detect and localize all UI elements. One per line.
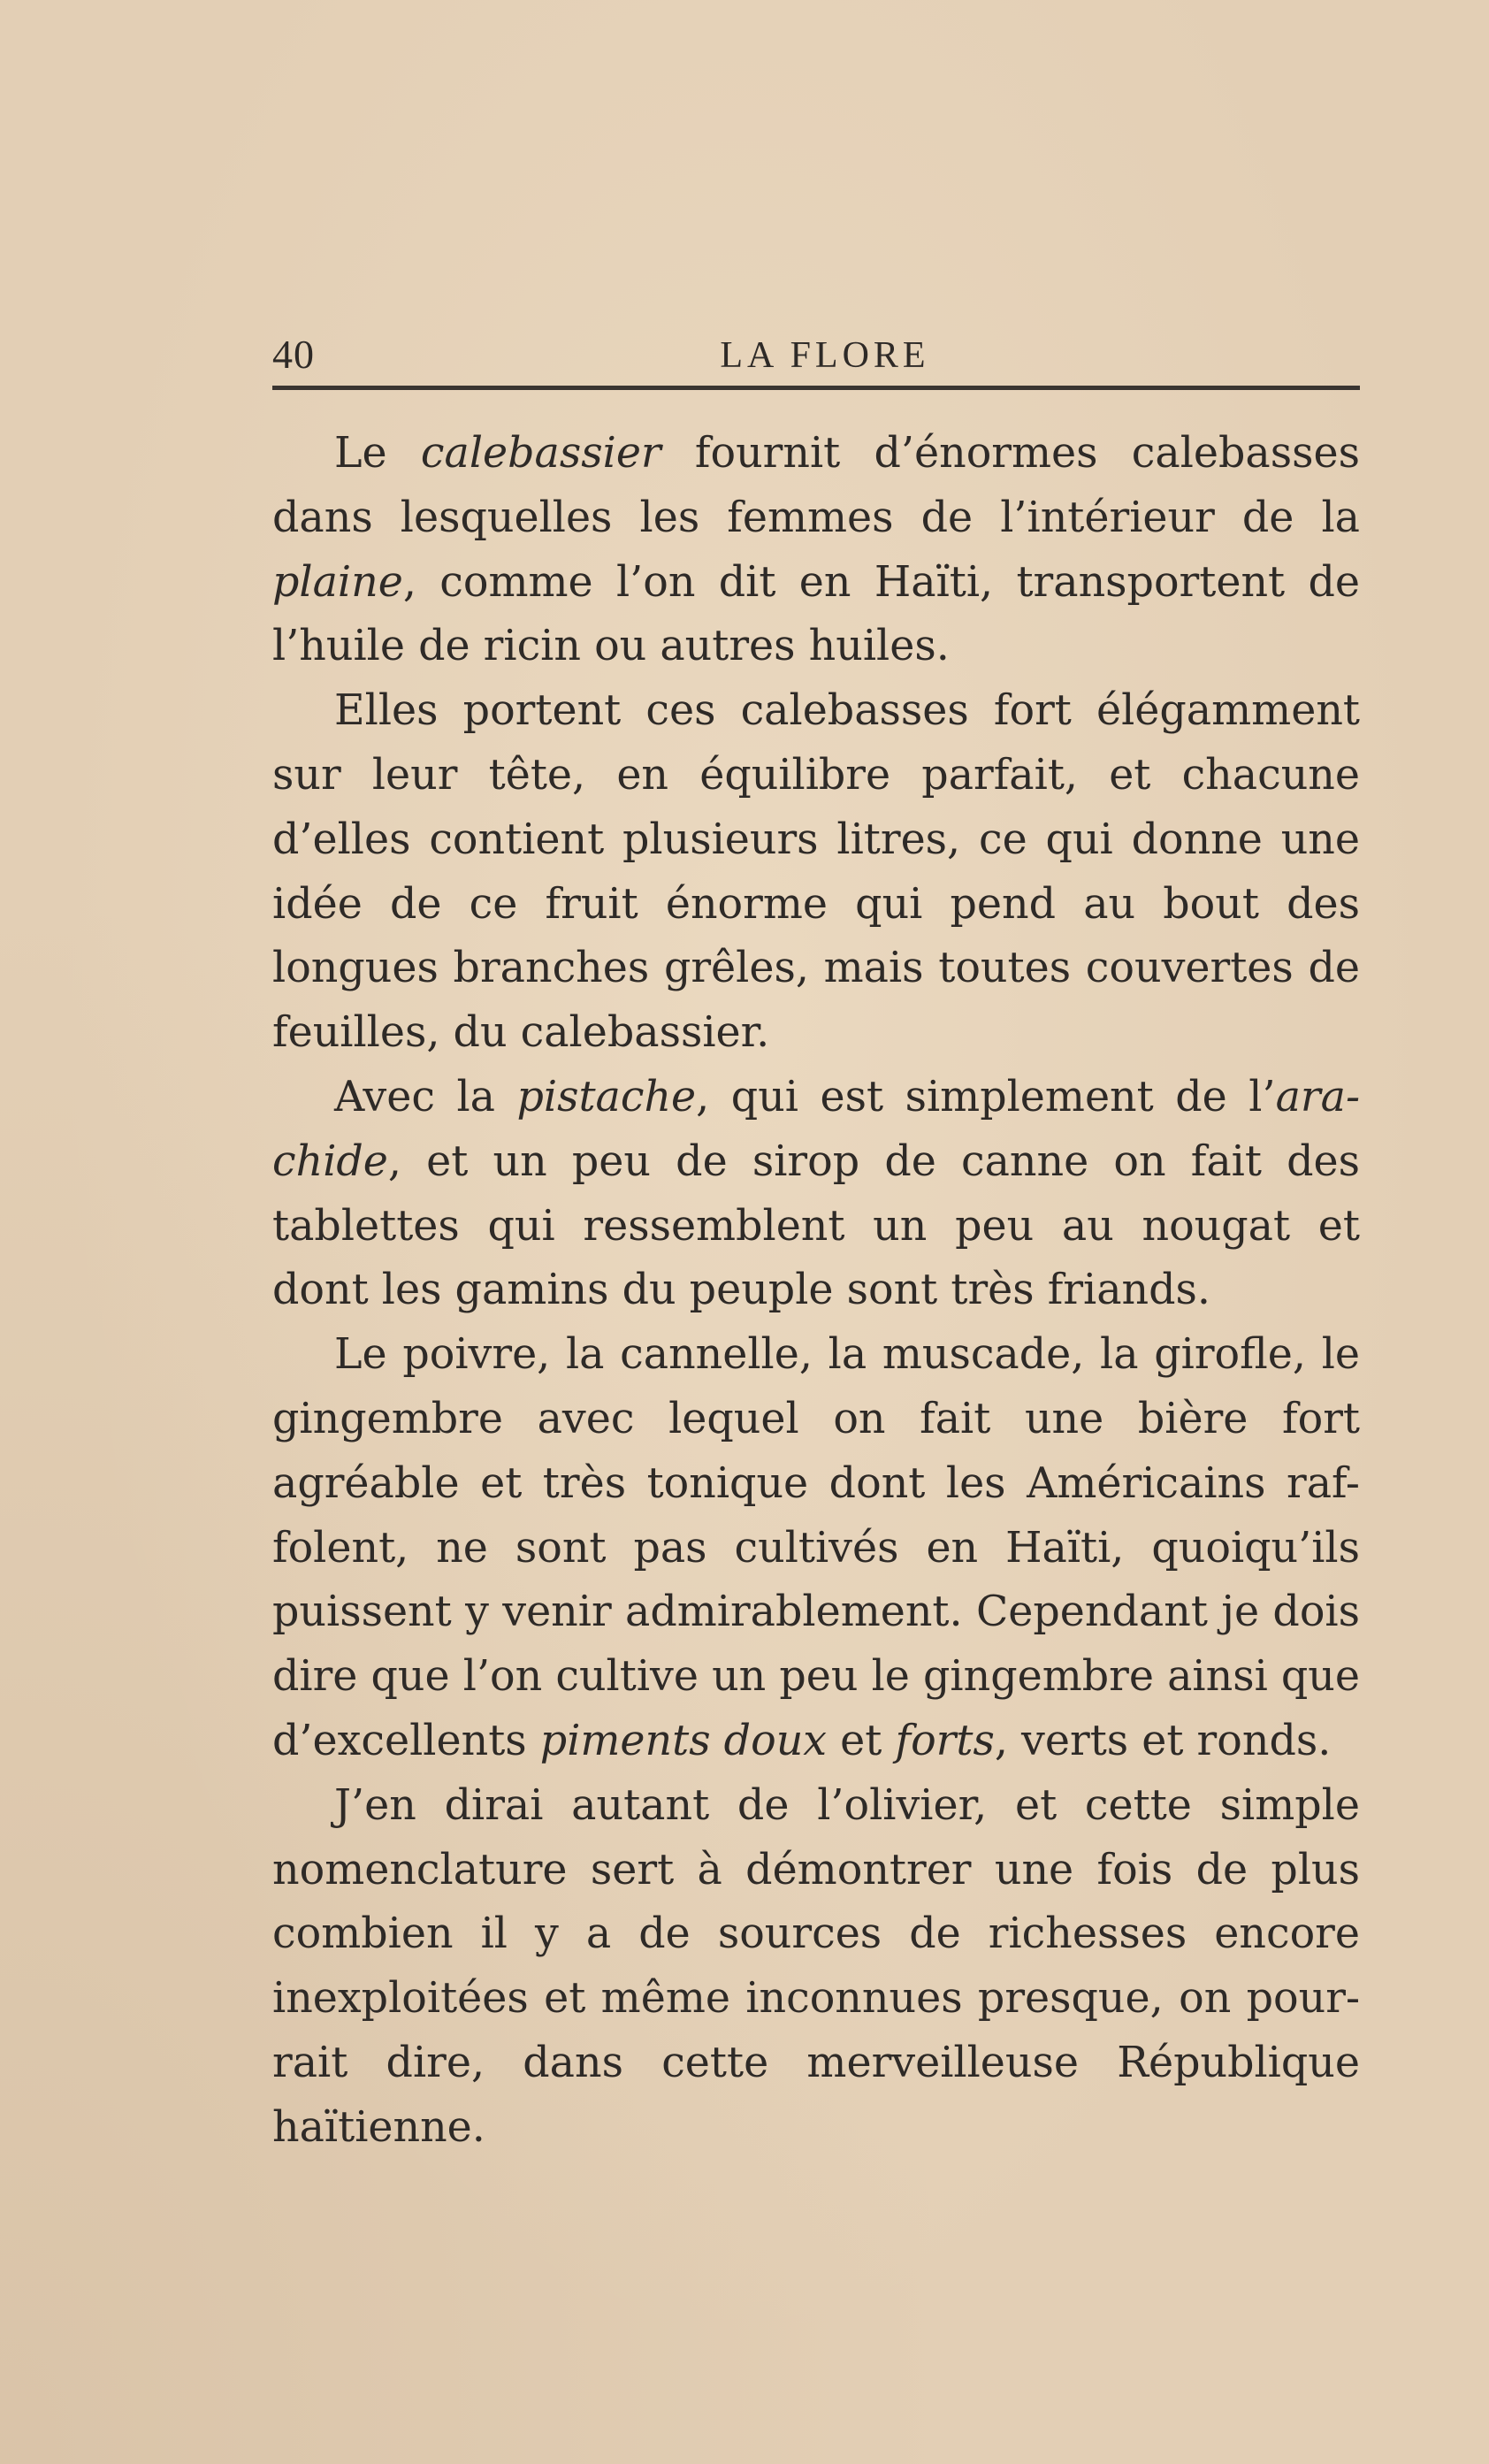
paragraph-2: Elles portent ces calebasses fort élégamment sur leur tête, en équilibre parfait, et chacune d’elles contient plusieurs litres, ce qui donne une idée de ce fruit énorme qui pend au bout des longues branches grêles, mais toutes couvertes de feuilles, du calebassier. bbox=[272, 686, 1360, 1058]
paragraph-3: Avec la pistache, qui est simplement de l’ara-chide, et un peu de sirop de canne on fait des tablettes qui ressemblent un peu au nougat et dont les gamins du peuple sont très friands. bbox=[272, 1072, 1360, 1315]
page-header bbox=[272, 329, 1360, 390]
book-page bbox=[272, 329, 1360, 2161]
running-title: LA FLORE bbox=[720, 335, 930, 376]
paragraph-4: Le poivre, la cannelle, la muscade, la girofle, le gingembre avec lequel on fait une bière fort agréable et très tonique dont les Américains raf-folent, ne sont pas cultivés en Haïti, quoiqu’ils puissent y venir admirablement. Cependant je dois dire que l’on cultive un peu le gingembre ainsi que d’excellents piments doux et forts, verts et ronds. bbox=[272, 1330, 1360, 1765]
paragraph-1: Le calebassier fournit d’énormes calebasses dans lesquelles les femmes de l’intérieur de la plaine, comme l’on dit en Haïti, transportent de l’huile de ricin ou autres huiles. bbox=[272, 429, 1360, 671]
body-text bbox=[272, 422, 1360, 2161]
paragraph-5: J’en dirai autant de l’olivier, et cette simple nomenclature sert à démontrer une fois de plus combien il y a de sources de richesses encore inexploitées et même inconnues presque, on pour-rait dire, dans cette merveilleuse République haïtienne. bbox=[272, 1780, 1360, 2152]
page-number: 40 bbox=[272, 332, 315, 377]
